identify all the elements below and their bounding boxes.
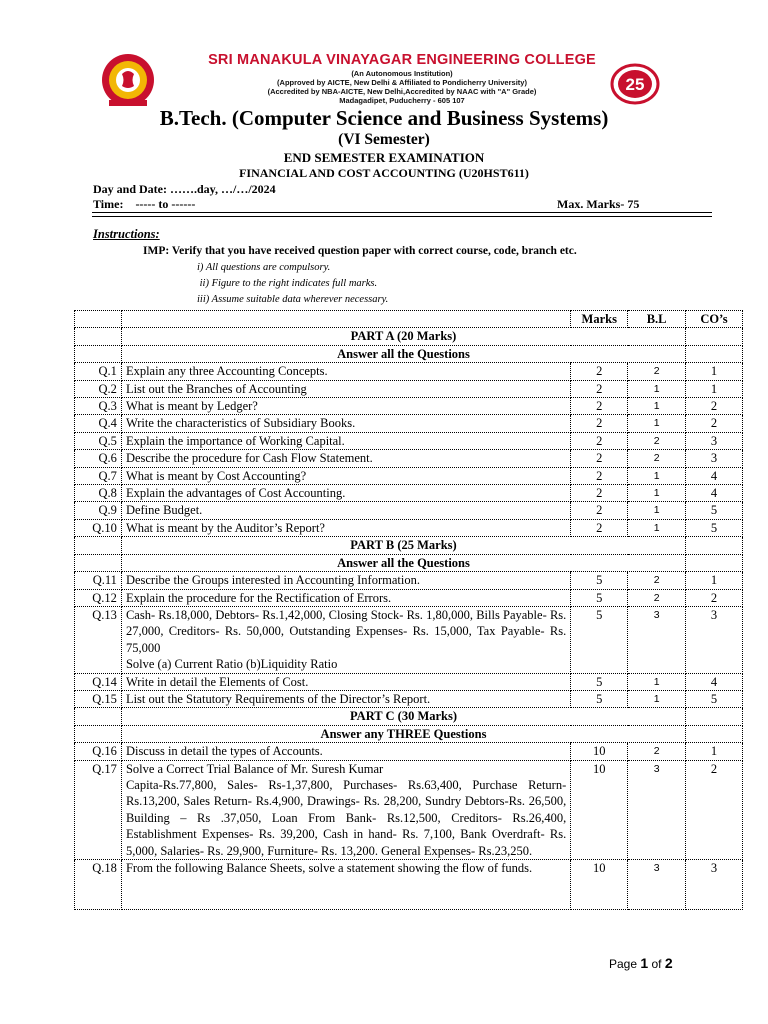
question-bloom-level: 1 [628, 380, 686, 397]
question-number: Q.1 [75, 363, 122, 380]
question-marks: 2 [571, 450, 628, 467]
question-course-outcome: 3 [686, 606, 743, 673]
question-number: Q.8 [75, 485, 122, 502]
section-subtitle-row [75, 345, 743, 362]
question-text [121, 450, 570, 467]
college-approval: (Approved by AICTE, New Delhi & Affiliated to Pondicherry University) [277, 78, 527, 87]
page-current: 1 [640, 955, 649, 971]
question-course-outcome: 3 [686, 450, 743, 467]
question-row [75, 450, 743, 467]
question-bloom-level: 3 [628, 606, 686, 673]
section-subtitle: Answer all the Questions [121, 345, 685, 362]
question-row [75, 398, 743, 415]
question-table [74, 310, 743, 910]
question-text-line: List out the Branches of Accounting [125, 381, 307, 396]
question-bloom-level: 1 [628, 485, 686, 502]
question-bloom-level: 2 [628, 450, 686, 467]
question-row [75, 860, 743, 910]
question-course-outcome: 1 [686, 363, 743, 380]
section-title-row [75, 537, 743, 554]
question-row [75, 432, 743, 449]
question-bloom-level: 2 [628, 572, 686, 589]
college-name: SRI MANAKULA VINAYAGAR ENGINEERING COLLEGE [208, 52, 596, 68]
question-bloom-level: 3 [628, 760, 686, 859]
question-marks: 2 [571, 519, 628, 536]
exam-time: Time: ----- to ------ [93, 197, 196, 211]
question-text [121, 363, 570, 380]
question-number: Q.18 [75, 860, 122, 910]
question-number: Q.13 [75, 606, 122, 673]
section-subtitle: Answer all the Questions [121, 554, 685, 571]
question-marks: 5 [571, 690, 628, 707]
question-course-outcome: 3 [686, 860, 743, 910]
question-course-outcome: 5 [686, 690, 743, 707]
question-marks: 2 [571, 363, 628, 380]
header-divider [92, 212, 712, 213]
question-number: Q.7 [75, 467, 122, 484]
question-bloom-level: 2 [628, 432, 686, 449]
question-marks: 5 [571, 572, 628, 589]
question-text [121, 690, 570, 707]
question-text-line: Write in detail the Elements of Cost. [125, 674, 309, 689]
question-text [121, 485, 570, 502]
question-course-outcome: 2 [686, 398, 743, 415]
question-number: Q.14 [75, 673, 122, 690]
question-course-outcome: 5 [686, 502, 743, 519]
question-text-line: Explain the advantages of Cost Accounting. [125, 486, 346, 501]
question-text [121, 467, 570, 484]
question-row [75, 572, 743, 589]
question-text [121, 606, 570, 673]
question-text-line: Solve a Correct Trial Balance of Mr. Suresh Kumar [125, 761, 384, 776]
question-text [121, 743, 570, 760]
question-marks: 2 [571, 380, 628, 397]
question-row [75, 760, 743, 859]
question-number: Q.15 [75, 690, 122, 707]
question-marks: 2 [571, 398, 628, 415]
day-date: Day and Date: …….day, …/…/2024 [93, 182, 276, 196]
question-text [121, 415, 570, 432]
college-logo-icon [95, 50, 161, 108]
question-number: Q.6 [75, 450, 122, 467]
question-row [75, 502, 743, 519]
section-title-row [75, 708, 743, 725]
question-course-outcome: 1 [686, 572, 743, 589]
question-text-line: Cash- Rs.18,000, Debtors- Rs.1,42,000, Closing Stock- Rs. 1,80,000, Bills Payable- Rs. 27,000, Creditors- Rs. 50,000, Outstanding Expenses- Rs. 15,000, Tax Payable- Rs. 75,000 [125, 607, 567, 655]
question-course-outcome: 2 [686, 760, 743, 859]
question-number: Q.12 [75, 589, 122, 606]
question-row [75, 415, 743, 432]
question-course-outcome: 2 [686, 589, 743, 606]
course-name: FINANCIAL AND COST ACCOUNTING (U20HST611) [239, 166, 529, 180]
semester: (VI Semester) [338, 131, 430, 148]
col-bl-header: B.L [628, 311, 686, 328]
section-title: PART C (30 Marks) [121, 708, 685, 725]
question-marks: 5 [571, 606, 628, 673]
page-number: Page 1 of 2 [609, 955, 673, 971]
question-text-line: Solve (a) Current Ratio (b)Liquidity Ratio [125, 657, 338, 672]
question-marks: 2 [571, 415, 628, 432]
question-number: Q.3 [75, 398, 122, 415]
question-text [121, 572, 570, 589]
college-address: Madagadipet, Puducherry - 605 107 [339, 96, 465, 105]
question-marks: 10 [571, 860, 628, 910]
question-course-outcome: 3 [686, 432, 743, 449]
question-number: Q.9 [75, 502, 122, 519]
question-text-line: What is meant by Ledger? [125, 399, 258, 414]
question-bloom-level: 1 [628, 690, 686, 707]
section-title-row [75, 328, 743, 345]
question-number: Q.10 [75, 519, 122, 536]
question-text-line: Capita-Rs.77,800, Sales- Rs-1,37,800, Purchases- Rs.63,400, Purchase Return- Rs.13,200, Sales Return- Rs.4,900, Drawings- Rs. 28,200, Sundry Debtors-Rs. 26,500, Building – Rs .37,050, Loan From Bank- Rs.12,500, Creditors- Rs.26,400, Establishment Expenses- Rs. 39,200, Cash in hand- Rs. 7,100, Bank Overdraft- Rs. 5,000, Salaries- Rs. 29,900, Furniture- Rs. 13,200. General Expenses- Rs.23,250. [125, 777, 567, 858]
question-bloom-level: 3 [628, 860, 686, 910]
question-row [75, 690, 743, 707]
question-number: Q.16 [75, 743, 122, 760]
question-text [121, 589, 570, 606]
question-marks: 5 [571, 673, 628, 690]
important-note: IMP: Verify that you have received question paper with correct course, code, branch etc. [143, 245, 577, 257]
question-text [121, 502, 570, 519]
question-row [75, 606, 743, 673]
question-text [121, 673, 570, 690]
question-course-outcome: 1 [686, 380, 743, 397]
question-course-outcome: 4 [686, 467, 743, 484]
question-row [75, 673, 743, 690]
question-row [75, 589, 743, 606]
question-row [75, 467, 743, 484]
question-number: Q.17 [75, 760, 122, 859]
page-total: 2 [664, 955, 673, 971]
instruction-item: iii) Assume suitable data wherever necessary. [197, 294, 389, 305]
question-bloom-level: 1 [628, 519, 686, 536]
instructions-heading: Instructions: [93, 227, 160, 241]
college-status: (An Autonomous Institution) [351, 69, 453, 78]
question-text-line: Explain any three Accounting Concepts. [125, 364, 328, 379]
question-text-line: Describe the Groups interested in Accounting Information. [125, 573, 420, 588]
college-header [95, 50, 735, 108]
col-marks-header: Marks [571, 311, 628, 328]
question-row [75, 380, 743, 397]
question-text [121, 760, 570, 859]
question-text-line: Discuss in detail the types of Accounts. [125, 744, 323, 759]
question-bloom-level: 1 [628, 673, 686, 690]
question-course-outcome: 4 [686, 485, 743, 502]
exam-title: END SEMESTER EXAMINATION [283, 150, 485, 165]
question-marks: 2 [571, 467, 628, 484]
question-course-outcome: 2 [686, 415, 743, 432]
question-bloom-level: 1 [628, 502, 686, 519]
question-text-line: List out the Statutory Requirements of the Director’s Report. [125, 691, 431, 706]
question-text-line: Explain the procedure for the Rectification of Errors. [125, 590, 392, 605]
question-course-outcome: 1 [686, 743, 743, 760]
question-text-line: Explain the importance of Working Capital. [125, 433, 345, 448]
question-text [121, 380, 570, 397]
section-title: PART B (25 Marks) [121, 537, 685, 554]
question-course-outcome: 5 [686, 519, 743, 536]
question-marks: 5 [571, 589, 628, 606]
col-co-header: CO’s [686, 311, 743, 328]
section-subtitle-row [75, 725, 743, 742]
instruction-item: i) All questions are compulsory. [197, 262, 331, 273]
question-marks: 10 [571, 760, 628, 859]
question-row [75, 519, 743, 536]
question-number: Q.2 [75, 380, 122, 397]
question-text-line: From the following Balance Sheets, solve a statement showing the flow of funds. [125, 861, 533, 875]
question-marks: 2 [571, 485, 628, 502]
question-number: Q.5 [75, 432, 122, 449]
question-marks: 2 [571, 502, 628, 519]
question-bloom-level: 2 [628, 589, 686, 606]
question-text-line: Write the characteristics of Subsidiary Books. [125, 416, 356, 431]
question-bloom-level: 1 [628, 467, 686, 484]
question-course-outcome: 4 [686, 673, 743, 690]
question-number: Q.11 [75, 572, 122, 589]
anniversary-badge-icon [610, 62, 660, 106]
badge-number: 25 [625, 75, 645, 94]
question-bloom-level: 1 [628, 398, 686, 415]
question-text-line: Define Budget. [125, 503, 203, 518]
question-marks: 2 [571, 432, 628, 449]
question-text-line: Describe the procedure for Cash Flow Statement. [125, 451, 373, 466]
question-bloom-level: 1 [628, 415, 686, 432]
question-text [121, 398, 570, 415]
question-number: Q.4 [75, 415, 122, 432]
question-row [75, 743, 743, 760]
table-header-row [75, 311, 743, 328]
header-divider-thin [92, 216, 712, 217]
question-bloom-level: 2 [628, 743, 686, 760]
question-text [121, 519, 570, 536]
question-text [121, 860, 570, 910]
degree-title: B.Tech. (Computer Science and Business Systems) [159, 106, 609, 130]
question-text-line: What is meant by the Auditor’s Report? [125, 520, 325, 535]
college-accreditation: (Accredited by NBA-AICTE, New Delhi,Accredited by NAAC with "A" Grade) [267, 87, 537, 96]
question-row [75, 485, 743, 502]
max-marks: Max. Marks- 75 [557, 197, 640, 211]
instruction-item: ii) Figure to the right indicates full marks. [197, 278, 378, 289]
section-subtitle-row [75, 554, 743, 571]
section-subtitle: Answer any THREE Questions [121, 725, 685, 742]
question-text [121, 432, 570, 449]
question-bloom-level: 2 [628, 363, 686, 380]
question-marks: 10 [571, 743, 628, 760]
question-row [75, 363, 743, 380]
section-title: PART A (20 Marks) [121, 328, 685, 345]
question-text-line: What is meant by Cost Accounting? [125, 468, 307, 483]
